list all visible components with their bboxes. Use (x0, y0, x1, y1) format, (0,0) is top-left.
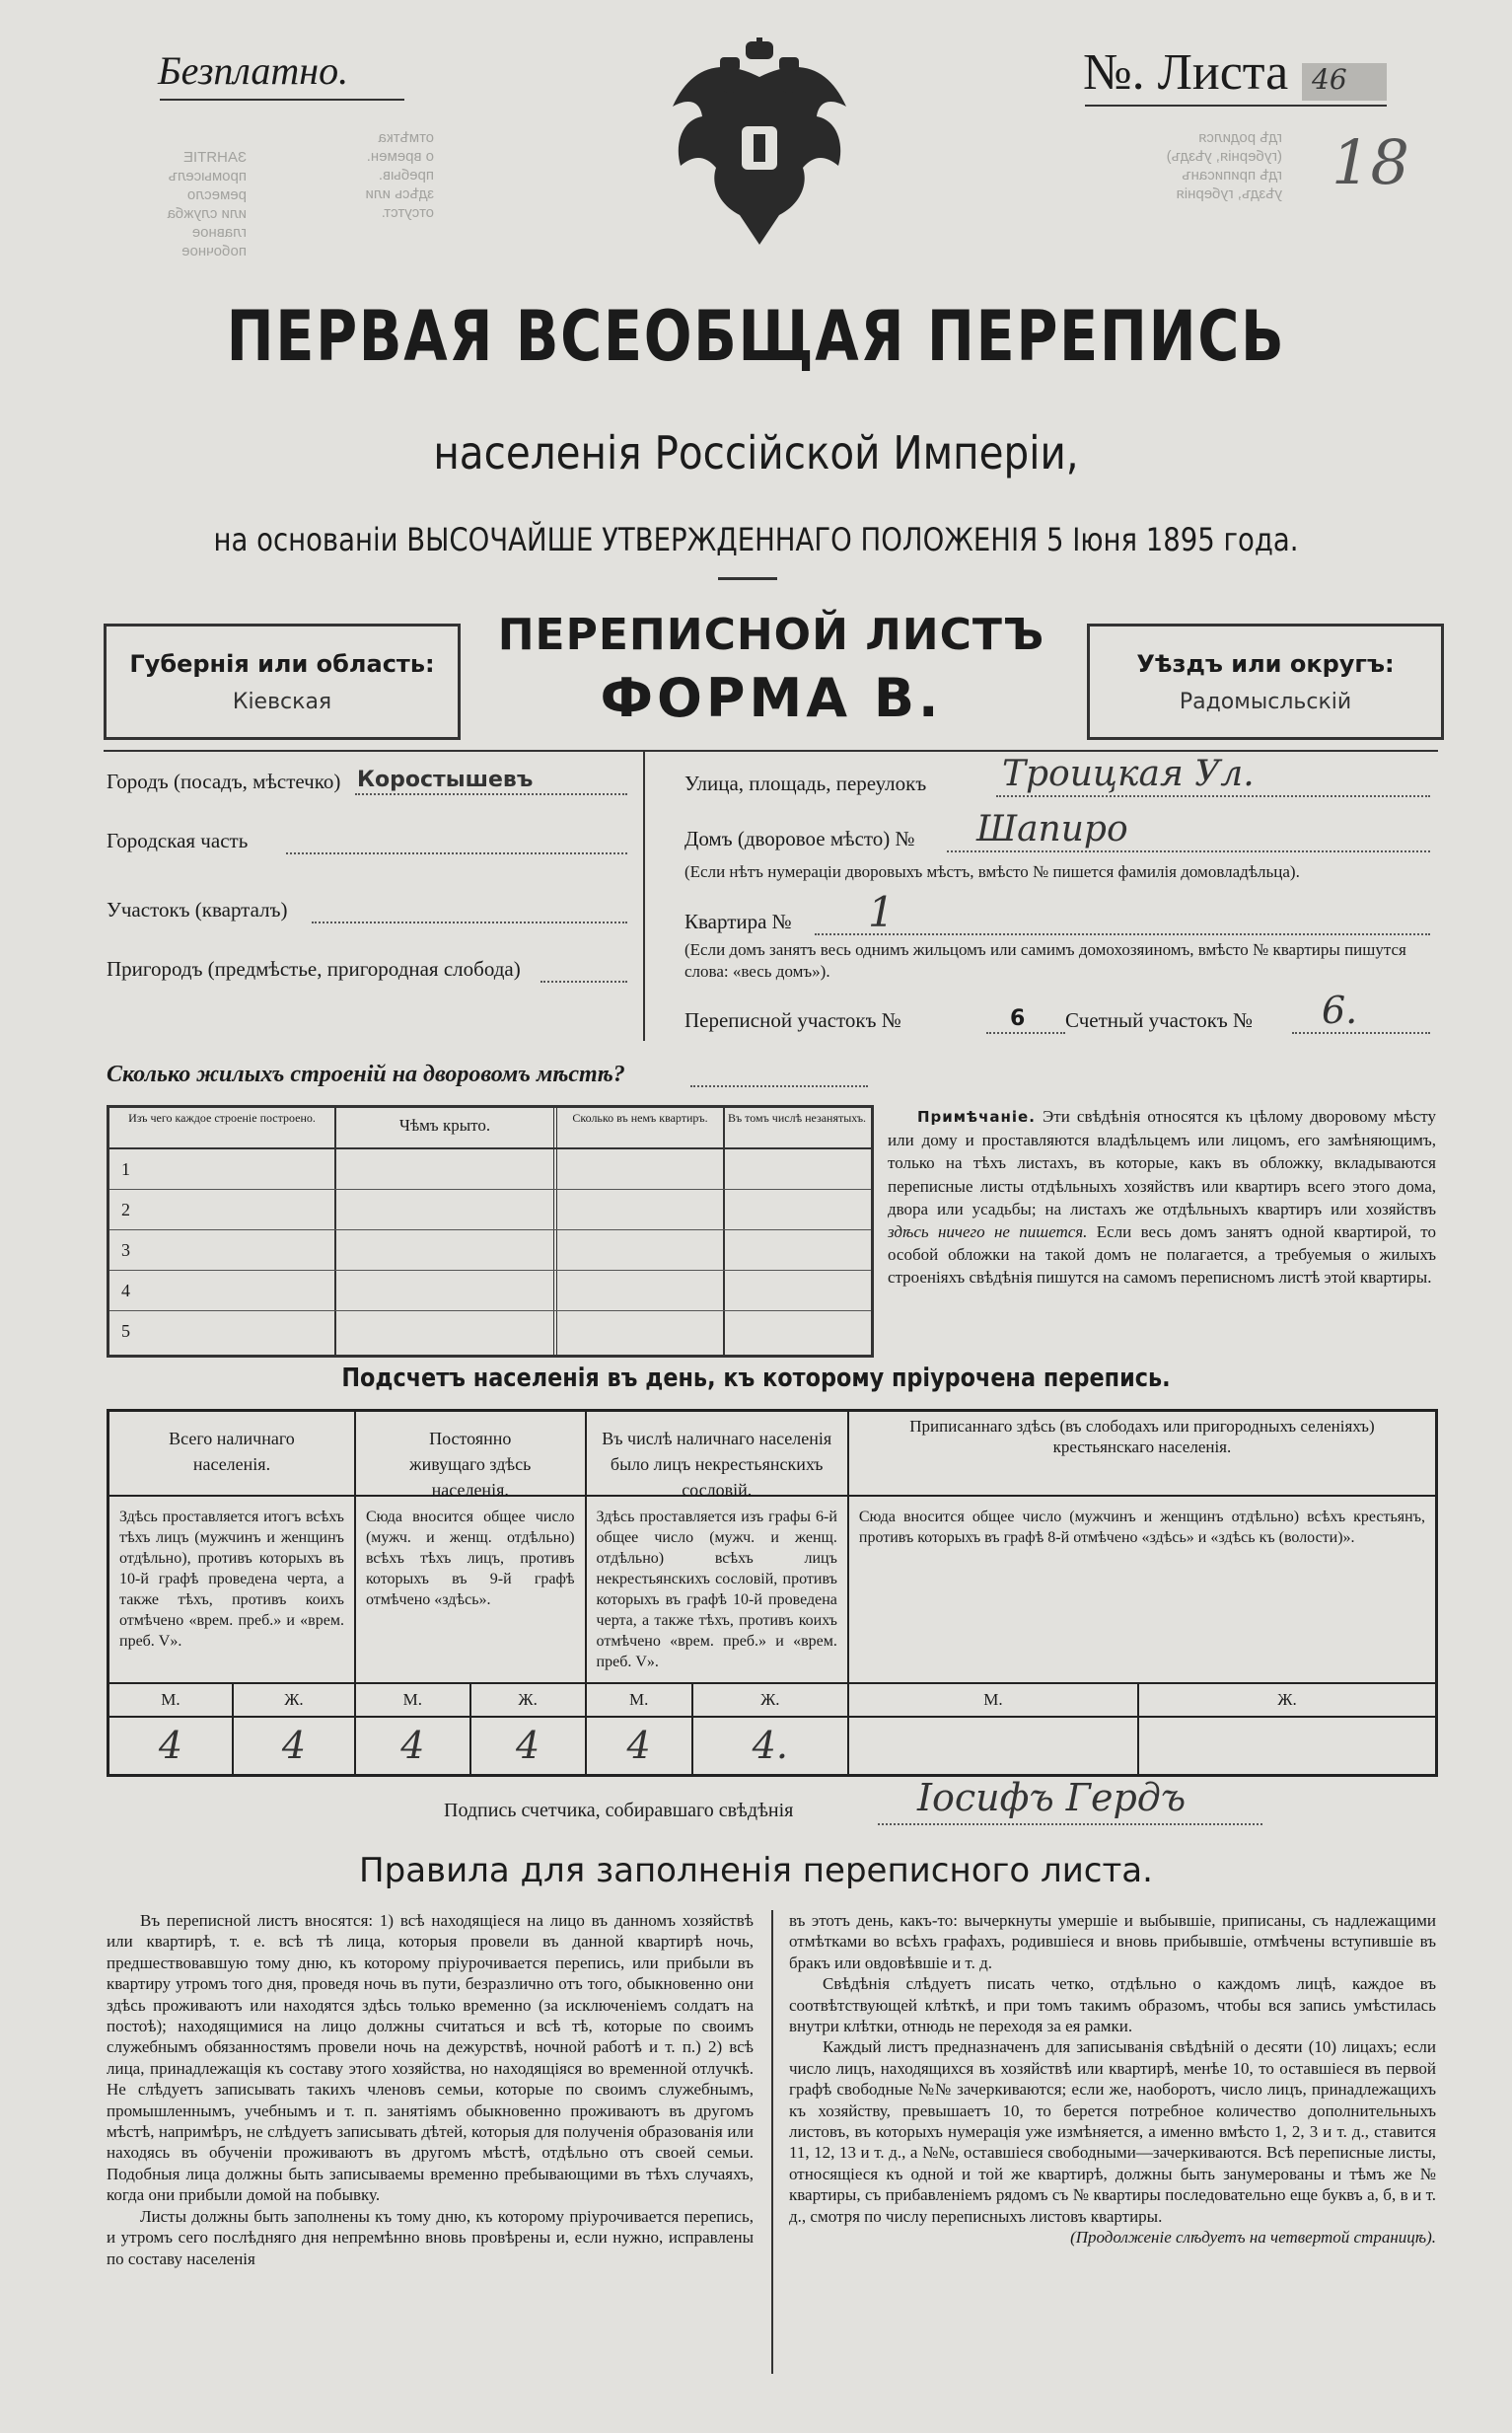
buildings-row-rule (109, 1229, 871, 1230)
population-f-label: Ж. (1138, 1683, 1437, 1717)
bleed-through-right: гдѣ родился (губернія, уѣздъ) гдѣ приписанъ уѣздъ, губернія (1166, 129, 1282, 202)
district-label: Участокъ (кварталъ) (107, 898, 288, 922)
buildings-row-number: 1 (121, 1159, 130, 1179)
uezd-label: Уѣздъ или округъ: (1136, 650, 1395, 678)
population-f-label: Ж. (470, 1683, 586, 1717)
buildings-col-3 (723, 1108, 725, 1355)
note-text: Эти свѣдѣнія относятся къ цѣлому дворовому мѣсту или дому и проставляются владѣльцемъ или лицомъ, его замѣняющимъ, только на тѣхъ листахъ, въ которые, какъ въ обложку, вкладываются переписные листы отдѣльныхъ хозяйствъ или квартиръ всего этого дома, двора или усадьбы; на листахъ же отдѣльныхъ квартиръ или хозяйствъ (888, 1107, 1436, 1218)
city-part-dots (286, 852, 627, 854)
population-table (107, 1409, 1438, 1777)
population-desc-total: Здѣсь проставляется итогъ всѣхъ тѣхъ лицъ (мужчинъ и женщинъ отдѣльно), противъ которыхъ въ 10-й графѣ проведена черта, а также тѣхъ, противъ коихъ отмѣчено «врем. преб.» и «врем. преб. V». (119, 1509, 344, 1650)
buildings-row-rule (109, 1270, 871, 1271)
rules-paragraph: Свѣдѣнія слѣдуетъ писать четко, отдѣльно о каждомъ лицѣ, каждое въ соотвѣтствующей клѣткѣ, и при томъ такимъ образомъ, чтобы вся запись умѣстилась внутри клѣтки, отнюдь не переходя за ея рамки. (789, 1974, 1436, 2036)
population-m-label: М. (108, 1683, 233, 1717)
house-value: Шапиро (976, 809, 1128, 849)
buildings-dots (690, 1085, 868, 1087)
buildings-col-roof: Чѣмъ крыто. (398, 1116, 491, 1135)
buildings-col-2 (553, 1108, 557, 1355)
population-non-peasant-male: 4 (586, 1717, 692, 1776)
main-title: ПЕРВАЯ ВСЕОБЩАЯ ПЕРЕПИСЬ (226, 296, 1286, 377)
population-desc-non-peasant: Здѣсь проставляется изъ графы 6-й общее число (мужч. и женщ. отдѣльно) всѣхъ лицъ некрестьянскихъ сословій, противъ которыхъ въ графѣ 10-й проведена черта, а также тѣхъ, противъ коихъ отмѣчено «врем. преб.» и «врем. преб. V». (596, 1509, 837, 1670)
population-head-non-peasant: Въ числѣ наличнаго населенія было лицъ некрестьянскихъ сословій. (587, 1412, 847, 1497)
signature-label: Подпись счетчика, собиравшаго свѣдѣнія (444, 1800, 794, 1821)
bleed-through-left: ЗАНЯТІЕ промыселъ ремесло или служба главное побочное (167, 149, 247, 259)
signature-dots (878, 1823, 1262, 1825)
city-part-label: Городская часть (107, 829, 249, 852)
rules-paragraph: Въ переписной листъ вносятся: 1) всѣ находящіеся на лицо въ данномъ хозяйствѣ или квартирѣ, т. е. всѣ тѣ лица, которыя провели въ данной квартирѣ ночь, предшествовавшую тому дню, къ которому пріурочивается перепись, или прибыли въ квартиру утромъ того дня, проведя ночь въ пути, безразлично отъ того, обыкновенно они здѣсь проживаютъ или находятся здѣсь только временно (за исключеніемъ солдатъ на постоѣ); находящимися на лицо должны считаться и всѣ тѣ, которые по своимъ служебнымъ обязанностямъ провели ночь на дежурствѣ, ночной работѣ и т. п.) 2) всѣ лица, принадлежащія къ составу этого хозяйства, но находящіяся во временной отлучкѣ. Не слѣдуетъ записывать такихъ членовъ семьи, которые по своимъ служебнымъ, промышленнымъ, учебнымъ и т. п. занятіямъ обыкновенно проживаютъ въ другомъ мѣстѣ, напримѣръ, не слѣдуетъ записывать дѣтей, которыя для полученія образованія или находясь въ обученіи проживаютъ въ другомъ мѣстѣ, отдѣльно отъ своей семьи. Подобныя лица должны быть записываемы временно пребывающими въ тѣхъ случаяхъ, когда они прибыли домой на побывку. (107, 1911, 754, 2205)
rules-paragraph: Листы должны быть заполнены къ тому дню, къ которому пріурочивается перепись, и утромъ сего послѣдняго дня непремѣнно вновь провѣрены и, если нужно, исправлены по составу населенія (107, 2206, 754, 2268)
apartment-note: (Если домъ занятъ весь однимъ жильцомъ или самимъ домохозяиномъ, вмѣсто № квартиры пишутся слова: «весь домъ»). (684, 940, 1406, 981)
population-col-permanent (355, 1411, 586, 1683)
subtitle: населенія Россійской Имперіи, (433, 426, 1079, 479)
population-col-peasant (848, 1411, 1437, 1683)
buildings-col-1 (334, 1108, 336, 1355)
population-m-label: М. (848, 1683, 1138, 1717)
rules-paragraph: въ этотъ день, какъ-то: вычеркнуты умершіе и выбывшіе, приписаны, съ надлежащими отмѣтками во всѣхъ графахъ, родившіеся и вновь прибывшіе, отмѣчены вступившіе въ бракъ или овдовѣвшіе и т. д. (789, 1911, 1436, 1972)
population-f-label: Ж. (233, 1683, 355, 1717)
uezd-value: Радомысльскій (1179, 690, 1352, 714)
buildings-row-number: 3 (121, 1240, 130, 1260)
buildings-row-rule (109, 1189, 871, 1190)
sheet-number-underline (1085, 105, 1387, 107)
note-label: Примѣчаніе. (917, 1108, 1036, 1126)
address-divider (643, 750, 645, 1041)
population-non-peasant-female: 4. (692, 1717, 848, 1776)
population-col-non-peasant (586, 1411, 848, 1683)
population-f-label: Ж. (692, 1683, 848, 1717)
buildings-header-rule (109, 1147, 871, 1149)
street-value: Троицкая Ул. (1002, 754, 1255, 794)
suburb-dots (540, 981, 627, 983)
guberniya-value: Кіевская (232, 690, 332, 714)
house-label: Домъ (дворовое мѣсто) № (684, 827, 915, 850)
form-title: ПЕРЕПИСНОЙ ЛИСТЪ (497, 610, 1045, 660)
population-total-female: 4 (233, 1717, 355, 1776)
street-dots (996, 795, 1430, 797)
population-desc-peasant: Сюда вносится общее число (мужчинъ и женщинъ отдѣльно) всѣхъ крестьянъ, противъ которыхъ въ графѣ 8-й отмѣчено «здѣсь» и «здѣсь къ (волости)». (858, 1509, 1425, 1546)
population-permanent-female: 4 (470, 1717, 586, 1776)
buildings-question: Сколько жилыхъ строеній на дворовомъ мѣстѣ? (107, 1062, 625, 1087)
bleed-through-mid: отмѣтка о времен. пребыв. здѣсь или отсутст. (365, 129, 434, 221)
buildings-row-number: 5 (121, 1321, 130, 1341)
uezd-box (1087, 624, 1444, 740)
signature-value: Іосифъ Гердъ (917, 1776, 1187, 1819)
guberniya-label: Губернія или область: (129, 650, 435, 678)
buildings-col-unoccupied: Въ томъ числѣ незанятыхъ. (727, 1111, 867, 1125)
population-peasant-male (848, 1717, 1138, 1776)
sheet-number-label: №. Листа (1083, 44, 1289, 101)
census-area-value: 6 (1010, 1006, 1026, 1031)
population-total-male: 4 (108, 1717, 233, 1776)
buildings-row-number: 4 (121, 1281, 130, 1300)
district-dots (312, 922, 627, 923)
population-col-total (108, 1411, 355, 1683)
buildings-table (107, 1105, 874, 1358)
rules-right-column (789, 1910, 1436, 2249)
population-head-total: Всего наличнаго населенія. (109, 1412, 354, 1497)
basis-line: на основаніи ВЫСОЧАЙШЕ УТВЕРЖДЕННАГО ПОЛОЖЕНІЯ 5 Іюня 1895 года. (213, 521, 1299, 558)
form-name: ФОРМА В. (600, 667, 943, 729)
apartment-label: Квартира № (684, 910, 792, 933)
note-text-2: Если весь домъ занятъ одной квартирой, то особой обложки на такой домъ не полагается, а требуемыя о жилыхъ строеніяхъ свѣдѣнія пишутся на самомъ переписномъ листѣ этой квартиры. (888, 1222, 1437, 1288)
apartment-dots (815, 933, 1430, 935)
rules-left-column (107, 1910, 754, 2269)
population-m-label: М. (355, 1683, 470, 1717)
buildings-col-apartments: Сколько въ немъ квартиръ. (572, 1111, 708, 1125)
apartment-value: 1 (868, 888, 895, 936)
buildings-row-rule (109, 1310, 871, 1311)
address-top-rule (104, 750, 1438, 752)
rules-divider (771, 1910, 773, 2374)
buildings-col-material: Изъ чего каждое строеніе построено. (128, 1111, 316, 1125)
population-m-label: М. (586, 1683, 692, 1717)
rules-paragraph: Каждый листъ предназначенъ для записыванія свѣдѣній о десяти (10) лицахъ; если число лицъ, находящихся въ хозяйствѣ или квартирѣ, менѣе 10, то оставшіеся въ первой графѣ свободные №№ зачеркиваются; если же, наоборотъ, число лицъ, принадлежащихъ къ хозяйству, превышаетъ 10, то берется потребное количество дополнительныхъ листовъ, въ которыхъ нумерація уже измѣняется, а именно вмѣсто 1, 2, 3 и т. д., ставится 11, 12, 13 и т. д., а №№, оставшіеся свободными—зачеркиваются. Всѣ переписные листы, относящіеся къ одной и той же квартирѣ, должны быть занумерованы и тѣмъ же № квартиры, съ прибавленіемъ рядомъ съ № квартиры последовательно еще буквъ а, б, в и т. д., смотря по числу переписныхъ листовъ квартиры. (789, 2037, 1436, 2226)
population-head-permanent: Постоянно живущаго здѣсь населенія. (356, 1412, 585, 1497)
buildings-row-number: 2 (121, 1200, 130, 1219)
house-note: (Если нѣтъ нумераціи дворовыхъ мѣстъ, вмѣсто № пишется фамилія домовладѣльца). (684, 862, 1300, 881)
street-label: Улица, площадь, переулокъ (684, 772, 927, 795)
pencil-mark: 18 (1332, 126, 1409, 198)
population-peasant-female (1138, 1717, 1437, 1776)
census-area-label: Переписной участокъ № (684, 1008, 901, 1032)
guberniya-box (104, 624, 461, 740)
suburb-label: Пригородъ (предмѣстье, пригородная слобода) (107, 957, 521, 981)
count-area-value: 6. (1322, 989, 1358, 1032)
title-rule (718, 577, 777, 580)
city-dots (355, 793, 627, 795)
count-area-label: Счетный участокъ № (1065, 1008, 1254, 1032)
population-permanent-male: 4 (355, 1717, 470, 1776)
city-value: Коростышевъ (357, 768, 534, 792)
house-dots (947, 850, 1430, 852)
count-area-dots (1292, 1032, 1430, 1034)
rules-title: Правила для заполненія переписного листа. (359, 1851, 1153, 1890)
free-underline (160, 99, 404, 101)
rules-continued: (Продолженіе слѣдуетъ на четвертой страницѣ). (1070, 2228, 1436, 2248)
population-title: Подсчетъ населенія въ день, къ которому пріурочена перепись. (341, 1364, 1171, 1393)
sheet-number-value: 46 (1312, 63, 1347, 96)
city-label: Городъ (посадъ, мѣстечко) (107, 770, 341, 793)
note-italic: здѣсь ничего не пишется. (888, 1222, 1088, 1242)
note-paragraph (888, 1105, 1436, 1290)
double-headed-eagle-emblem (661, 37, 858, 250)
census-area-dots (986, 1032, 1065, 1034)
free-label: Безплатно. (158, 48, 349, 93)
population-head-peasant: Приписаннаго здѣсь (въ слободахъ или пригородныхъ селеніяхъ) крестьянскаго населенія. (849, 1412, 1435, 1497)
population-desc-permanent: Сюда вносится общее число (мужч. и женщ. отдѣльно) всѣхъ тѣхъ лицъ, противъ которыхъ въ 9-й графѣ отмѣчено «здѣсь». (365, 1509, 575, 1608)
